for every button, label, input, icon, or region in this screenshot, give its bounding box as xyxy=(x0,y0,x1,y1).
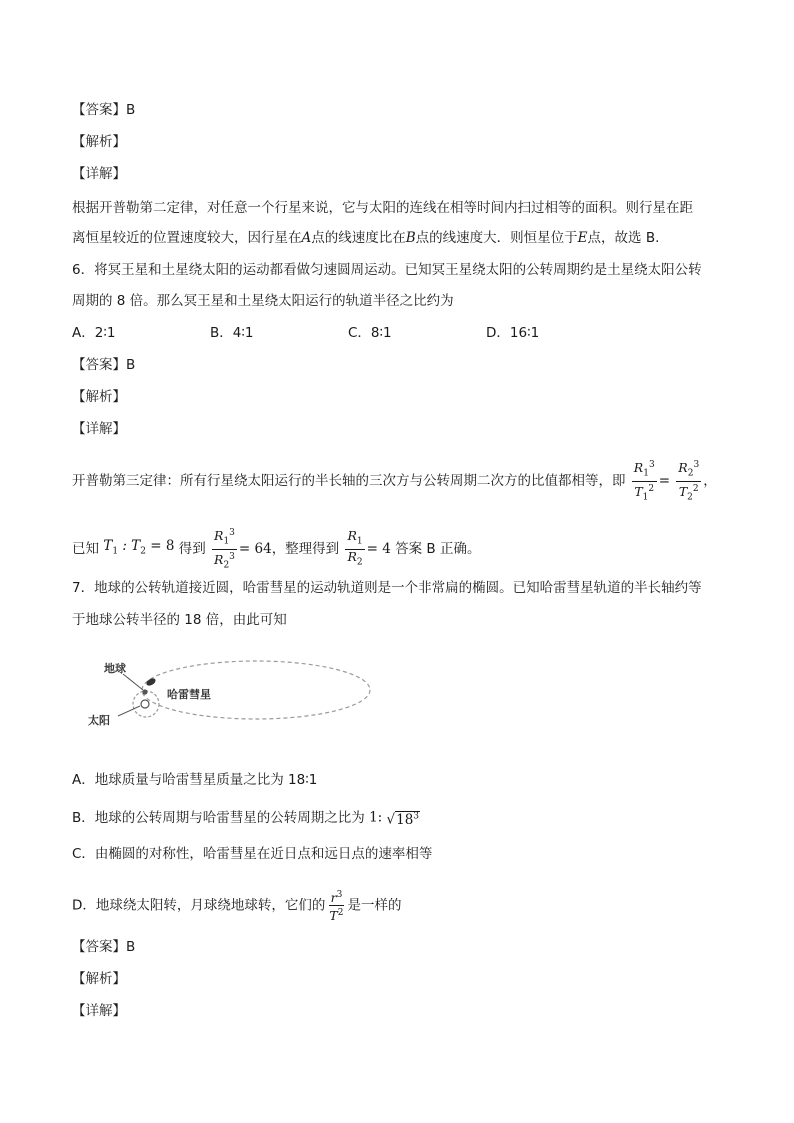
label-comet: 哈雷彗星 xyxy=(167,688,211,701)
answer-label-5: 【答案】B xyxy=(72,102,136,118)
label-earth: 地球 xyxy=(104,662,126,675)
question-6-option-c: C．8∶1 xyxy=(348,325,392,341)
detail-label-7: 【详解】 xyxy=(72,1003,126,1019)
analysis-label-6: 【解析】 xyxy=(72,389,126,405)
formula-r1-t1: $\frac{R_1^3}{T_1^2}$ xyxy=(633,460,655,503)
question-7-stem-line1: 7．地球的公转轨道接近圆，哈雷彗星的运动轨道则是一个非常扁的椭圆。已知哈雷彗星轨道的半长轴约等 xyxy=(72,580,702,596)
question-6-option-a: A．2∶1 xyxy=(72,325,116,341)
question-7-option-b: B．地球的公转周期与哈雷彗星的公转周期之比为 1: $√18^3$ xyxy=(72,806,420,830)
label-sun: 太阳 xyxy=(88,714,110,727)
formula-r2-t2: $\frac{R_2^3}{T_2^2}$ xyxy=(678,460,700,503)
sun-icon xyxy=(141,700,149,708)
analysis-label-7: 【解析】 xyxy=(72,971,126,987)
formula-r-cubed-ratio: $\frac{R_1^3}{R_2^3}$ xyxy=(214,528,235,571)
orbit-figure xyxy=(78,654,378,740)
question-6-stem-line1: 6．将冥王星和土星绕太阳的运动都看做匀速圆周运动。已知冥王星绕太阳的公转周期约是土星绕太阳公转 xyxy=(72,262,702,278)
question-7-stem-line2: 于地球公转半径的 18 倍，由此可知 xyxy=(72,612,287,628)
detail-text-5-line1: 根据开普勒第二定律，对任意一个行星来说，它与太阳的连线在相等时间内扫过相等的面积。则行星在距 xyxy=(72,200,693,216)
answer-label-7: 【答案】B xyxy=(72,939,136,955)
formula-sqrt-18-cubed: 1: $√18^3$ xyxy=(369,809,420,828)
kepler-third-law-line: 开普勒第三定律：所有行星绕太阳运行的半长轴的三次方与公转周期二次方的比值都相等，即 $\frac{R_1^3}{T_1^2}$ = $\frac{R_2^3}{T_2^2}$ ， xyxy=(72,460,717,503)
question-7-option-a: A．地球质量与哈雷彗星质量之比为 18∶1 xyxy=(72,772,318,788)
detail-label-6: 【详解】 xyxy=(72,421,126,437)
formula-period-ratio: $T_1$ : $T_2 = 8$ xyxy=(103,538,175,557)
formula-r3-t2: $\frac{r^3}{T^2}$ xyxy=(329,890,344,924)
question-6-stem-line2: 周期的 8 倍。那么冥王星和土星绕太阳运行的轨道半径之比约为 xyxy=(72,293,454,309)
answer-label-6: 【答案】B xyxy=(72,357,136,373)
question-6-solution-line: 已知 $T_1$ : $T_2 = 8$ 得到 $\frac{R_1^3}{R_2^3}$ = 64，整理得到 $\frac{R_1}{R_2}$ = 4 答案 B 正确。 xyxy=(72,528,481,571)
detail-label-5: 【详解】 xyxy=(72,166,126,182)
question-7-option-d: D．地球绕太阳转，月球绕地球转，它们的 $\frac{r^3}{T^2}$ 是一样的 xyxy=(72,890,402,924)
question-7-option-c: C．由椭圆的对称性，哈雷彗星在近日点和远日点的速率相等 xyxy=(72,846,433,862)
question-6-option-b: B．4∶1 xyxy=(210,325,254,341)
question-6-option-d: D．16∶1 xyxy=(486,325,540,341)
detail-text-5-line2: 离恒星较近的位置速度较大，因行星在A点的线速度比在B点的线速度大．则恒星位于E点，故选 B. xyxy=(72,230,660,246)
formula-r-ratio: $\frac{R_1}{R_2}$ xyxy=(347,528,363,568)
earth-icon xyxy=(142,689,147,694)
analysis-label-5: 【解析】 xyxy=(72,134,126,150)
